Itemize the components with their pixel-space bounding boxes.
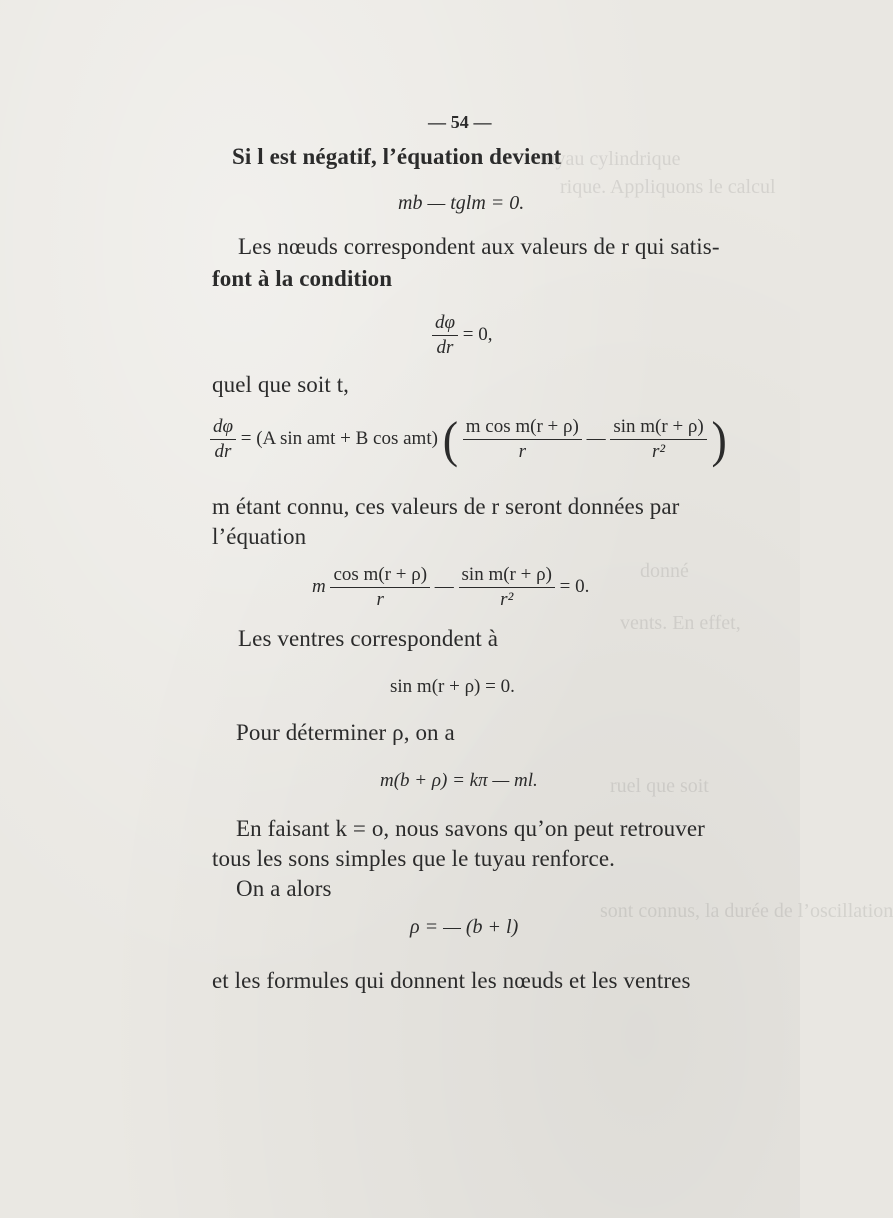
fraction: $\frac{\text{sin m(r + ρ)}}{\text{r²}}$ bbox=[610, 416, 706, 463]
equation-derivative-expansion bbox=[210, 410, 727, 467]
minus-sign: — bbox=[434, 575, 454, 597]
equation: mb — tglm = 0. bbox=[398, 192, 525, 214]
fraction-bar bbox=[432, 335, 458, 336]
text-line: Pour déterminer ρ, on a bbox=[236, 720, 455, 745]
fraction-bar bbox=[610, 439, 706, 440]
fraction: $\frac{\text{m cos m(r + ρ)}}{r}$ bbox=[463, 416, 582, 463]
fraction: $\frac{\text{cos m(r + ρ)}}{r}$ bbox=[330, 564, 430, 611]
fraction-bar bbox=[330, 587, 430, 588]
bleed-through-text: sont connus, la durée de l’oscillation bbox=[600, 900, 893, 922]
equation-rho-value: ρ = — (b + l) bbox=[410, 916, 519, 938]
text-line: font à la condition bbox=[212, 266, 393, 291]
text-line: et les formules qui donnent les nœuds et les ventres bbox=[212, 968, 691, 993]
bleed-through-text: ruel que soit bbox=[610, 775, 709, 797]
text-line: Si l est négatif, l’équation devient bbox=[232, 144, 562, 169]
bleed-through-text: tuyau cylindrique bbox=[540, 148, 681, 170]
text-line: quel que soit t, bbox=[212, 372, 350, 397]
fraction-bar bbox=[463, 439, 582, 440]
equation-rhs: = 0, bbox=[462, 323, 493, 345]
text-line: tous les sons simples que le tuyau renforce. bbox=[212, 846, 615, 871]
page-number-text: — 54 — bbox=[428, 112, 492, 132]
text-line: l’équation bbox=[212, 524, 307, 549]
fraction-bar bbox=[459, 587, 555, 588]
minus-sign: — bbox=[586, 427, 606, 449]
fraction: $\frac{d\varphi}{dr}$ bbox=[210, 416, 236, 463]
left-paren: ( bbox=[442, 410, 459, 467]
bleed-through-text: vents. En effet, bbox=[620, 612, 741, 634]
equation-middle: = (A sin amt + B cos amt) bbox=[240, 427, 438, 449]
fraction: $\frac{d\varphi}{dr}$ bbox=[432, 312, 458, 359]
equation-m: m bbox=[312, 575, 326, 597]
equation-rho: m(b + ρ) = kπ — ml. bbox=[380, 770, 538, 791]
text-line: En faisant k = o, nous savons qu’on peut retrouver bbox=[236, 816, 705, 841]
fraction-bar bbox=[210, 439, 236, 440]
text-line: On a alors bbox=[236, 876, 332, 901]
equation-nodes bbox=[312, 564, 589, 611]
text-line: Les nœuds correspondent aux valeurs de r qui satis- bbox=[238, 234, 720, 259]
text-line: m étant connu, ces valeurs de r seront données par bbox=[212, 494, 680, 519]
bleed-through-text: donné bbox=[640, 560, 689, 582]
equation-ventres: sin m(r + ρ) = 0. bbox=[390, 676, 515, 697]
equation-rhs: = 0. bbox=[559, 575, 590, 597]
equation-derivative-zero bbox=[432, 312, 492, 359]
right-paren: ) bbox=[711, 410, 727, 467]
bleed-through-text: rique. Appliquons le calcul bbox=[560, 176, 776, 198]
fraction: $\frac{\text{sin m(r + ρ)}}{\text{r²}}$ bbox=[459, 564, 555, 611]
text-line: Les ventres correspondent à bbox=[238, 626, 499, 651]
